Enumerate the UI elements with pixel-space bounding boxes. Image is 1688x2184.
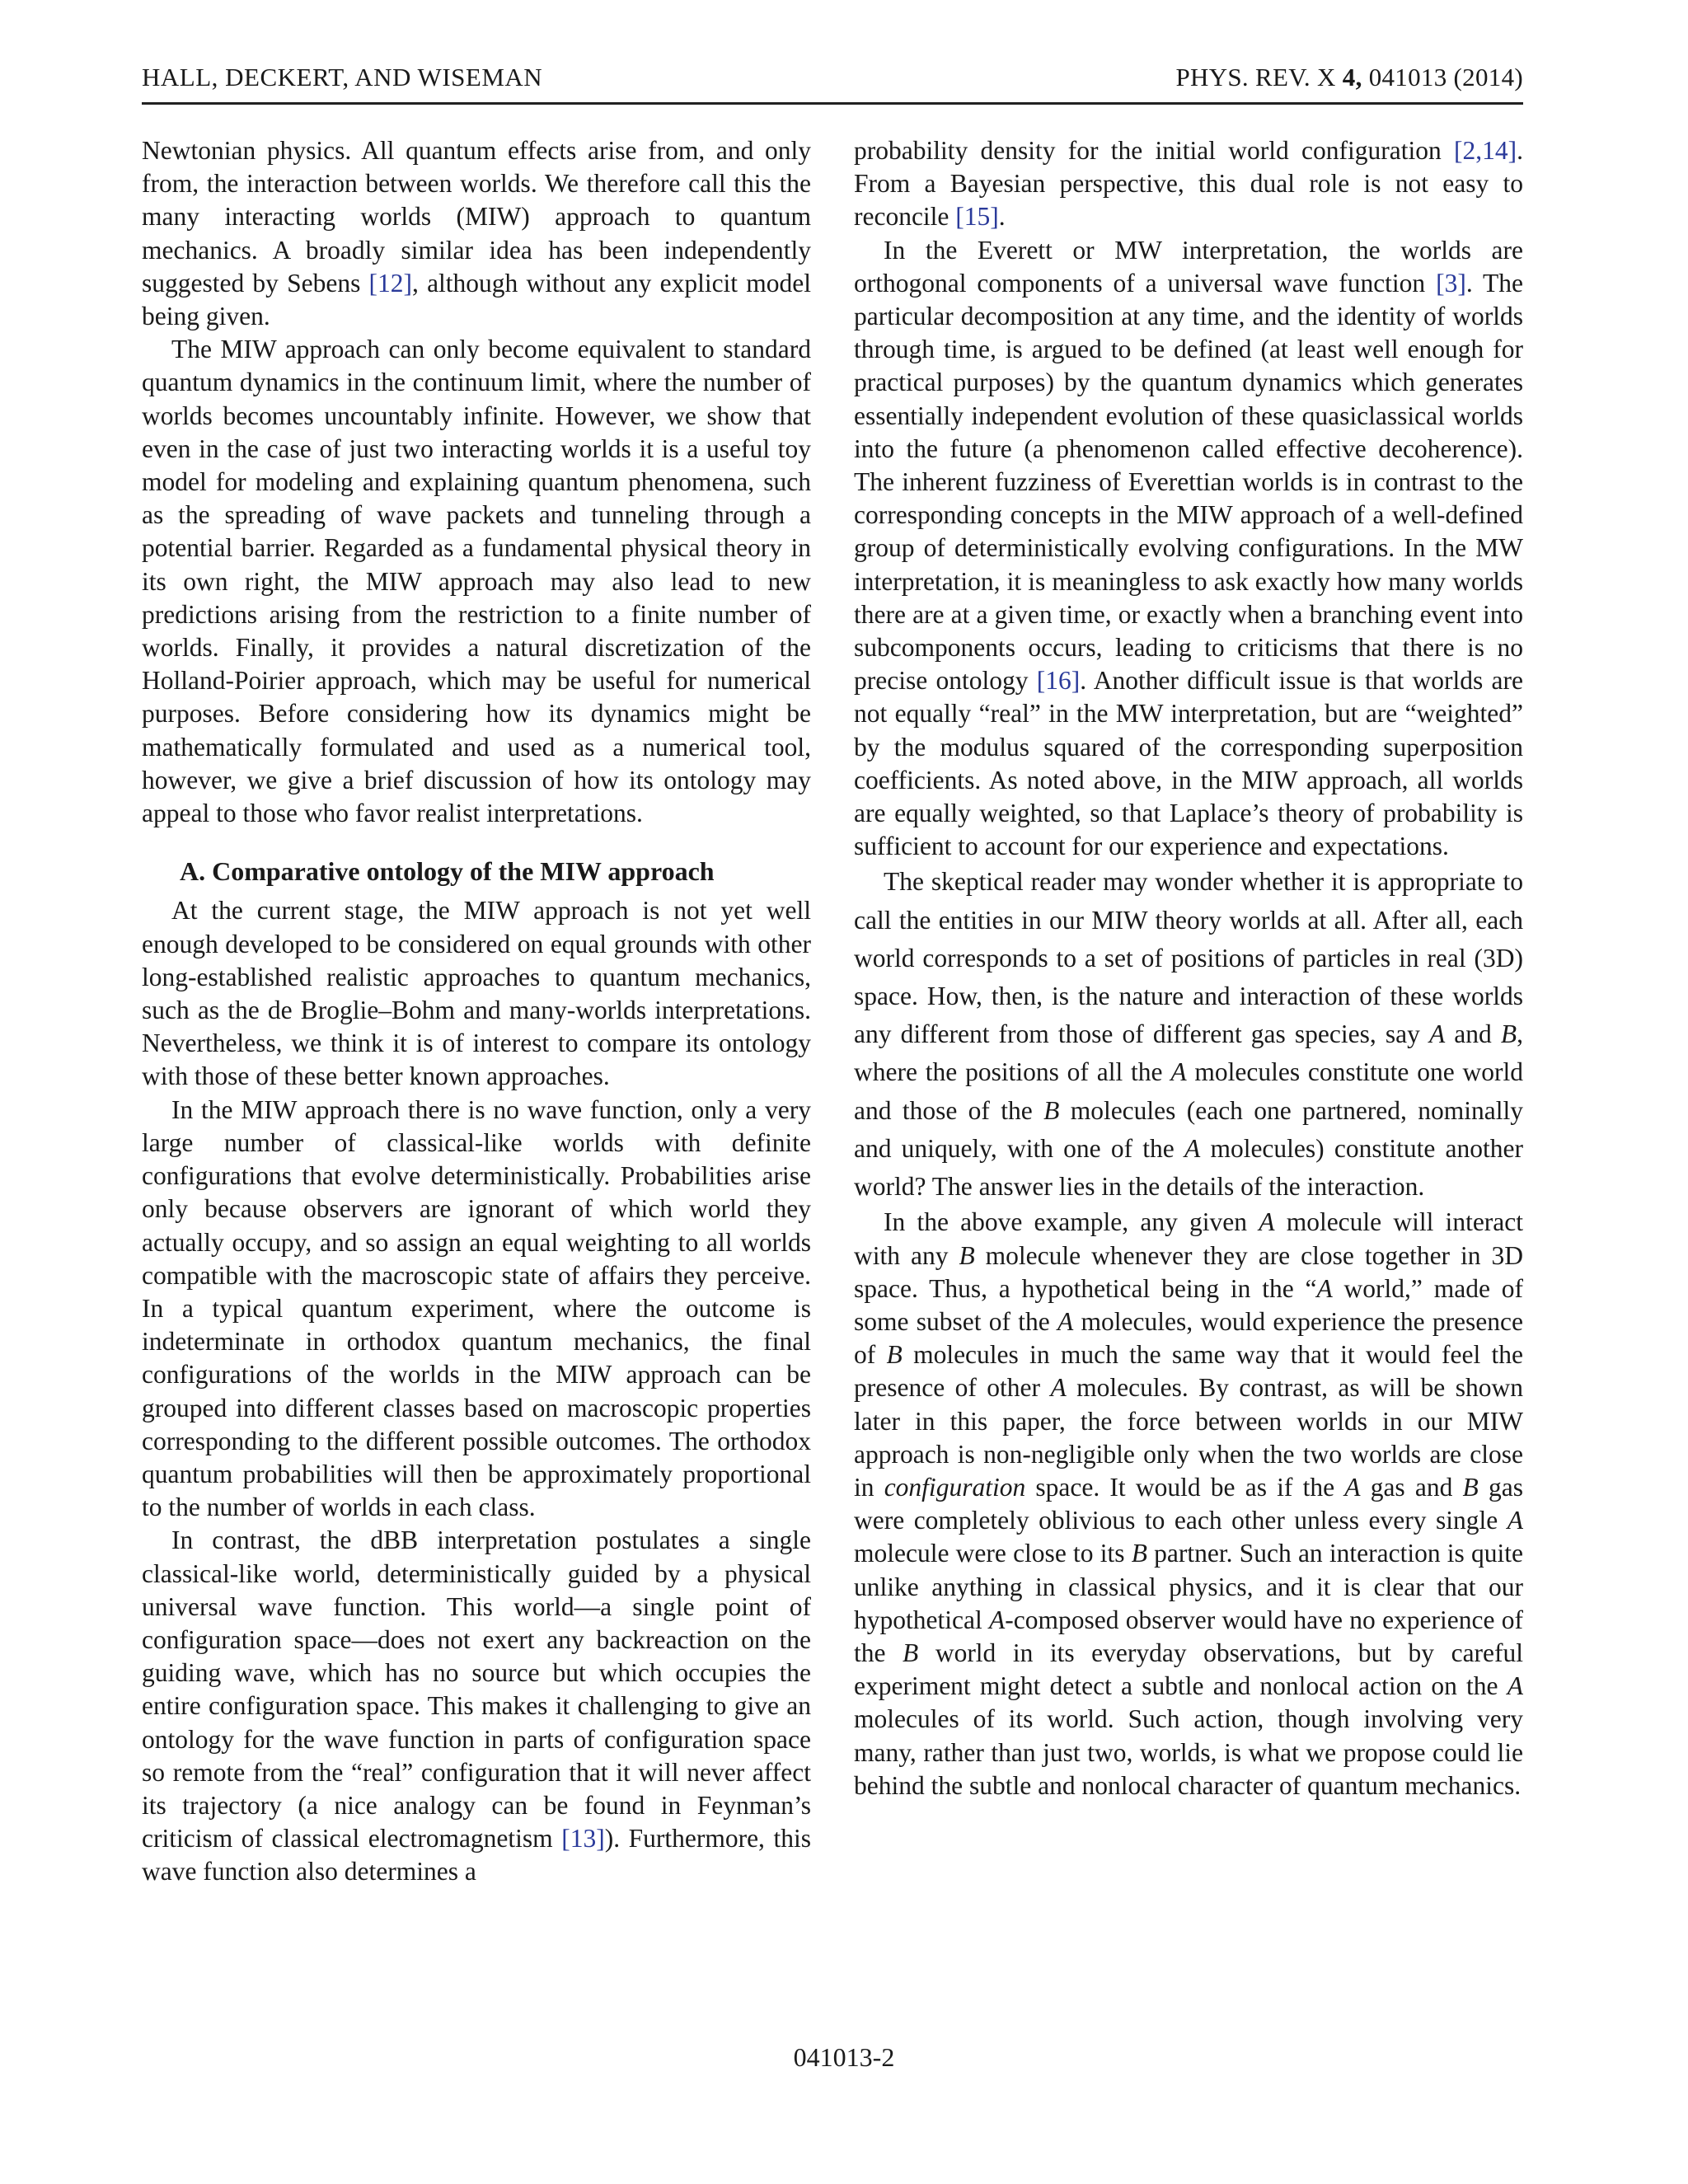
header-volume: 4, <box>1342 63 1362 91</box>
page-number: 041013-2 <box>793 2042 895 2072</box>
paragraph: Newtonian physics. All quantum effects arise from, and only from, the interaction between worlds. We therefore call this the many interacting worlds (MIW) approach to quantum mechanics. A broadly similar idea has been independently suggested by Sebens [12], although without any explicit model being given. <box>142 136 811 331</box>
citation-link[interactable]: [3] <box>1436 268 1466 298</box>
running-header <box>142 59 1523 105</box>
header-citation <box>1175 63 1523 92</box>
paragraph: probability density for the initial world configuration [2,14]. From a Bayesian perspective, this dual role is not easy to reconcile [15]. <box>854 136 1523 232</box>
paragraph: In the MIW approach there is no wave function, only a very large number of classical-like worlds with definite configurations that evolve deterministically. Probabilities arise only because observers are ignorant of which world they actually occupy, and so assign an equal weighting to all worlds compatible with the macroscopic state of affairs they perceive. In a typical quantum experiment, where the outcome is indeterminate in orthodox quantum mechanics, the final configurations of the worlds in the MIW approach can be grouped into different classes based on macroscopic properties corresponding to the different possible outcomes. The orthodox quantum probabilities will then be approximately proportional to the number of worlds in each class. <box>142 1094 811 1522</box>
citation-link[interactable]: [15] <box>955 202 999 232</box>
citation-link[interactable]: [13] <box>561 1824 605 1854</box>
citation-link[interactable]: [2,14] <box>1454 136 1517 165</box>
paragraph: The skeptical reader may wonder whether it is appropriate to call the entities in our MIW theory worlds at all. After all, each world corresponds to a set of positions of particles in real (3D) space. How, then, is the nature and interaction of these worlds any different from those of different gas species, say A and B, where the positions of all the A molecules constitute one world and those of the B molecules (each one partnered, nominally and uniquely, with one of the A molecules) constitute another world? The answer lies in the details of the interaction. <box>854 867 1524 1202</box>
header-article: 041013 (2014) <box>1368 63 1523 91</box>
section-heading: A. Comparative ontology of the MIW approach <box>180 856 715 887</box>
header-journal: PHYS. REV. X <box>1175 63 1336 91</box>
citation-link[interactable]: [12] <box>368 268 413 298</box>
paragraph: The MIW approach can only become equivalent to standard quantum dynamics in the continuum limit, where the number of worlds becomes uncountably infinite. However, we show that even in the case of just two interacting worlds it is a useful toy model for modeling and explaining quantum phenomena, such as the spreading of wave packets and tunneling through a potential barrier. Regarded as a fundamental physical theory in its own right, the MIW approach may also lead to new predictions arising from the restriction to a finite number of worlds. Finally, it provides a natural discretization of the Holland-Poirier approach, which may be useful for numerical purposes. Before considering how its dynamics might be mathematically formulated and used as a numerical tool, however, we give a brief discussion of how its ontology may appeal to those who favor realist interpretations. <box>142 335 811 828</box>
paragraph: In contrast, the dBB interpretation postulates a single classical-like world, deterministically guided by a physical universal wave function. This world—a single point of configuration space—does not exert any backreaction on the guiding wave, which has no source but which occupies the entire configuration space. This makes it challenging to give an ontology for the wave function in parts of configuration space so remote from the “real” configuration that it will never affect its trajectory (a nice analogy can be found in Feynman’s criticism of classical electromagnetism [13]). Furthermore, this wave function also determines a <box>142 1526 811 1886</box>
paragraph: In the Everett or MW interpretation, the worlds are orthogonal components of a universal wave function [3]. The particular decomposition at any time, and the identity of worlds through time, is argued to be defined (at least well enough for practical purposes) by the quantum dynamics which generates essentially independent evolution of these quasiclassical worlds into the future (a phenomenon called effective decoherence). The inherent fuzziness of Everettian worlds is in contrast to the corresponding concepts in the MIW approach of a well-defined group of deterministically evolving configurations. In the MW interpretation, it is meaningless to ask exactly how many worlds there are at a given time, or exactly when a branching event into subcomponents occurs, leading to criticisms that there is no precise ontology [16]. Another difficult issue is that worlds are not equally “real” in the MW interpretation, but are “weighted” by the modulus squared of the corresponding superposition coefficients. As noted above, in the MIW approach, all worlds are equally weighted, so that Laplace’s theory of probability is sufficient to account for our experience and expectations. <box>854 235 1524 861</box>
left-column <box>142 134 811 1889</box>
paragraph: In the above example, any given A molecule will interact with any B molecule whenever they are close together in 3D space. Thus, a hypothetical being in the “A world,” made of some subset of the A molecules, would experience the presence of B molecules in much the same way that it would feel the presence of other A molecules. By contrast, as will be shown later in this paper, the force between worlds in our MIW approach is non-negligible only when the two worlds are close in configuration space. It would be as if the A gas and B gas were completely oblivious to each other unless every single A molecule were close to its B partner. Such an interaction is quite unlike anything in classical physics, and it is clear that our hypothetical A-composed observer would have no experience of the B world in its everyday observations, but by careful experiment might detect a subtle and nonlocal action on the A molecules of its world. Such action, though involving very many, rather than just two, worlds, is what we propose could lie behind the subtle and nonlocal character of quantum mechanics. <box>854 1207 1524 1800</box>
header-authors: HALL, DECKERT, AND WISEMAN <box>142 63 543 91</box>
paragraph: At the current stage, the MIW approach is not yet well enough developed to be considered on equal grounds with other long-established realistic approaches to quantum mechanics, such as the de Broglie–Bohm and many-worlds interpretations. Nevertheless, we think it is of interest to compare its ontology with those of these better known approaches. <box>142 896 811 1091</box>
citation-link[interactable]: [16] <box>1036 666 1081 696</box>
right-column <box>854 134 1523 1802</box>
